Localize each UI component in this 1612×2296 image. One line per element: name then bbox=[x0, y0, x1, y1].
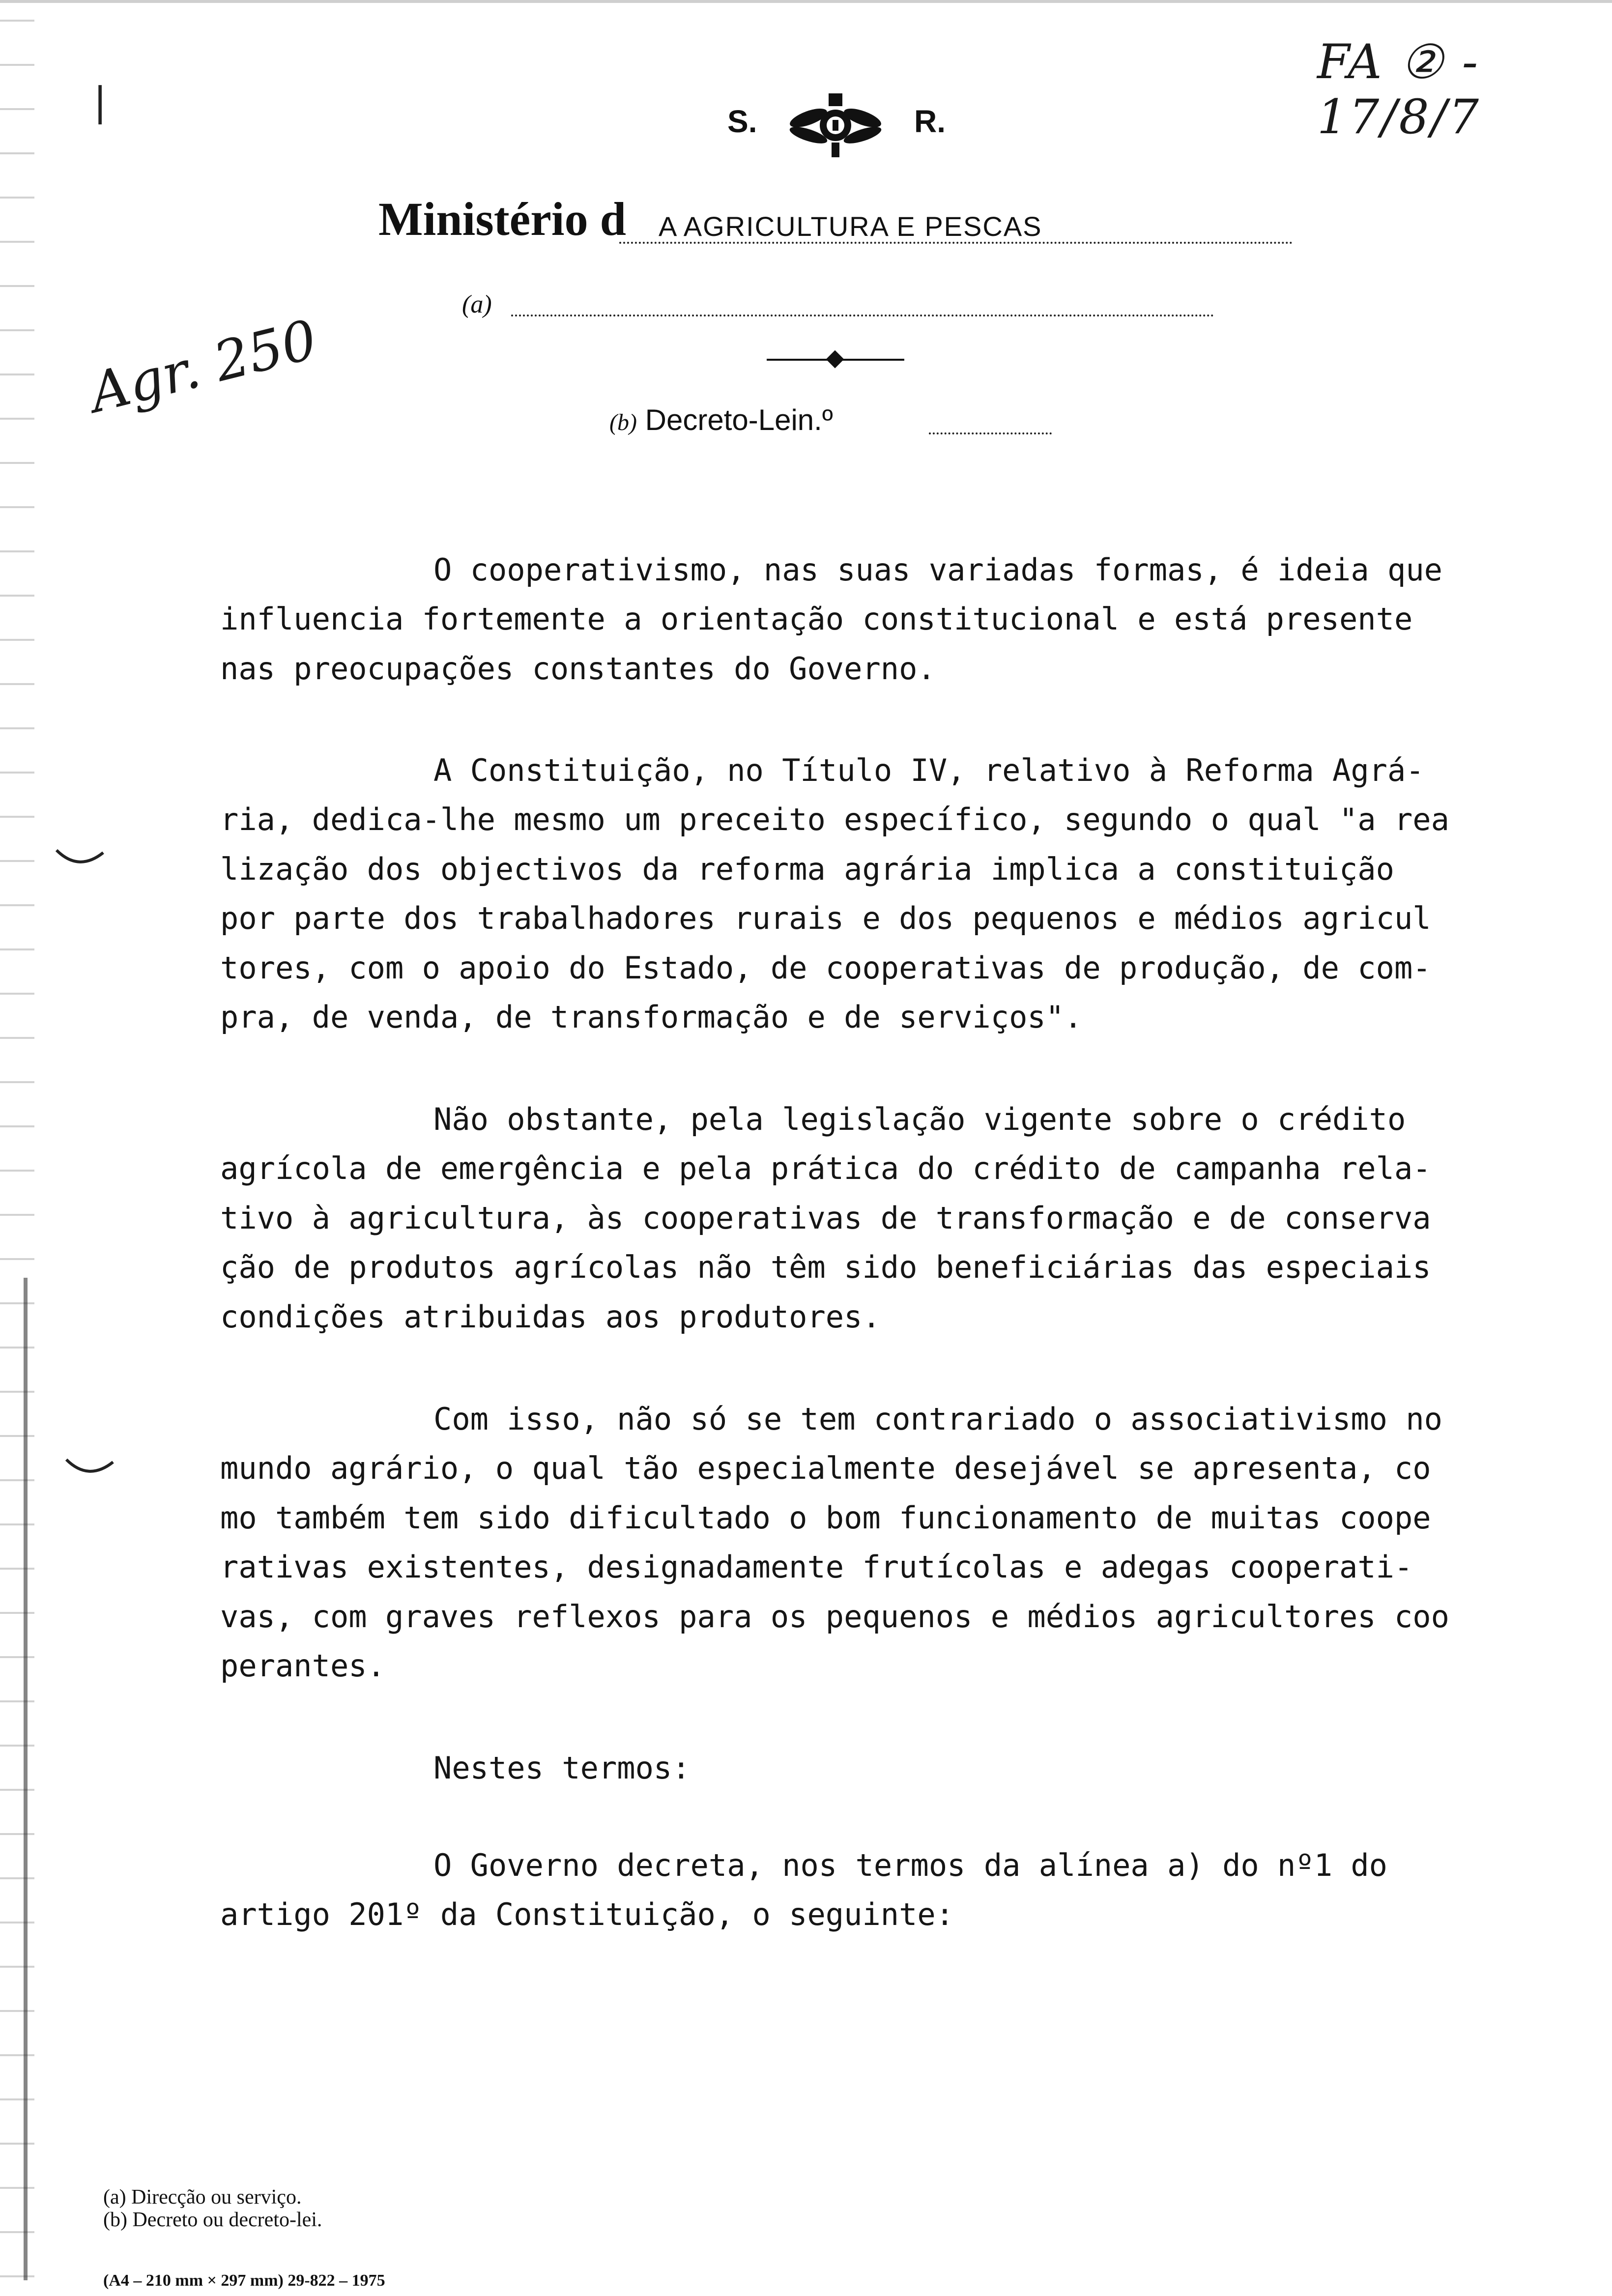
decree-prefix: (b) bbox=[609, 409, 637, 435]
body-line: ria, dedica-lhe mesmo um preceito específico, segundo o qual "a rea bbox=[220, 802, 1449, 837]
body-line: tores, com o apoio do Estado, de cooperativas de produção, de com- bbox=[220, 950, 1431, 986]
margin-check-mark-icon bbox=[64, 1455, 118, 1484]
binding-line bbox=[24, 1278, 28, 2280]
body-line: ção de produtos agrícolas não têm sido beneficiárias das especiais bbox=[220, 1249, 1431, 1285]
margin-check-mark-icon bbox=[54, 845, 108, 875]
ministry-dotted-line bbox=[619, 242, 1293, 244]
field-a-label: (a) bbox=[462, 290, 492, 318]
header-right-letter: R. bbox=[914, 104, 946, 139]
body-line: tivo à agricultura, às cooperativas de transformação e de conserva bbox=[220, 1200, 1431, 1236]
form-reference: (A4 – 210 mm × 297 mm) 29-822 – 1975 bbox=[103, 2271, 385, 2290]
body-line: artigo 201º da Constituição, o seguinte: bbox=[220, 1896, 954, 1932]
body-line: perantes. bbox=[220, 1648, 385, 1684]
body-line: rativas existentes, designadamente frutícolas e adegas cooperati- bbox=[220, 1549, 1413, 1585]
handwritten-reference: FA ② - 17/8/7 bbox=[1317, 34, 1481, 144]
header-left-letter: S. bbox=[727, 104, 757, 139]
divider-diamond-icon bbox=[826, 350, 844, 369]
body-line: pra, de venda, de transformação e de serviços". bbox=[220, 999, 1083, 1035]
body-line: O Governo decreta, nos termos da alínea a) do nº1 do bbox=[433, 1847, 1388, 1883]
body-line: influencia fortemente a orientação constitucional e está presente bbox=[220, 601, 1413, 637]
handwritten-margin-note: Agr. 250 bbox=[84, 308, 323, 425]
ministry-name: A AGRICULTURA E PESCAS bbox=[659, 211, 1042, 242]
body-line: Nestes termos: bbox=[433, 1750, 691, 1786]
body-line: Não obstante, pela legislação vigente sobre o crédito bbox=[433, 1101, 1406, 1137]
body-line: mo também tem sido dificultado o bom funcionamento de muitas coope bbox=[220, 1500, 1431, 1536]
margin-punch-mark: ❘ bbox=[84, 79, 117, 124]
binding-strip bbox=[0, 0, 34, 2296]
body-line: A Constituição, no Título IV, relativo à Reforma Agrá- bbox=[433, 752, 1424, 788]
scan-top-edge bbox=[0, 0, 1612, 3]
body-line: condições atribuidas aos produtores. bbox=[220, 1299, 881, 1335]
body-line: nas preocupações constantes do Governo. bbox=[220, 651, 936, 687]
decree-heading bbox=[609, 403, 833, 437]
decree-number-label: n.º bbox=[797, 403, 833, 436]
body-line: por parte dos trabalhadores rurais e dos pequenos e médios agricul bbox=[220, 900, 1431, 936]
body-line: lização dos objectivos da reforma agrária implica a constituição bbox=[220, 851, 1394, 887]
coat-of-arms-icon bbox=[786, 88, 885, 162]
footnote: (b) Decreto ou decreto-lei. bbox=[103, 2209, 322, 2231]
body-line: agrícola de emergência e pela prática do crédito de campanha rela- bbox=[220, 1150, 1431, 1186]
field-a-dotted-line bbox=[511, 315, 1214, 316]
body-line: mundo agrário, o qual tão especialmente desejável se apresenta, co bbox=[220, 1450, 1431, 1486]
decree-label: Decreto-Lei bbox=[645, 403, 798, 436]
body-line: vas, com graves reflexos para os pequenos e médios agricultores coo bbox=[220, 1599, 1449, 1635]
body-line: Com isso, não só se tem contrariado o associativismo no bbox=[433, 1401, 1442, 1437]
footnote: (a) Direcção ou serviço. bbox=[103, 2186, 302, 2209]
body-line: O cooperativismo, nas suas variadas formas, é ideia que bbox=[433, 552, 1442, 588]
decree-number-dotted-line bbox=[929, 432, 1052, 434]
ministry-label: Ministério d bbox=[378, 193, 626, 245]
